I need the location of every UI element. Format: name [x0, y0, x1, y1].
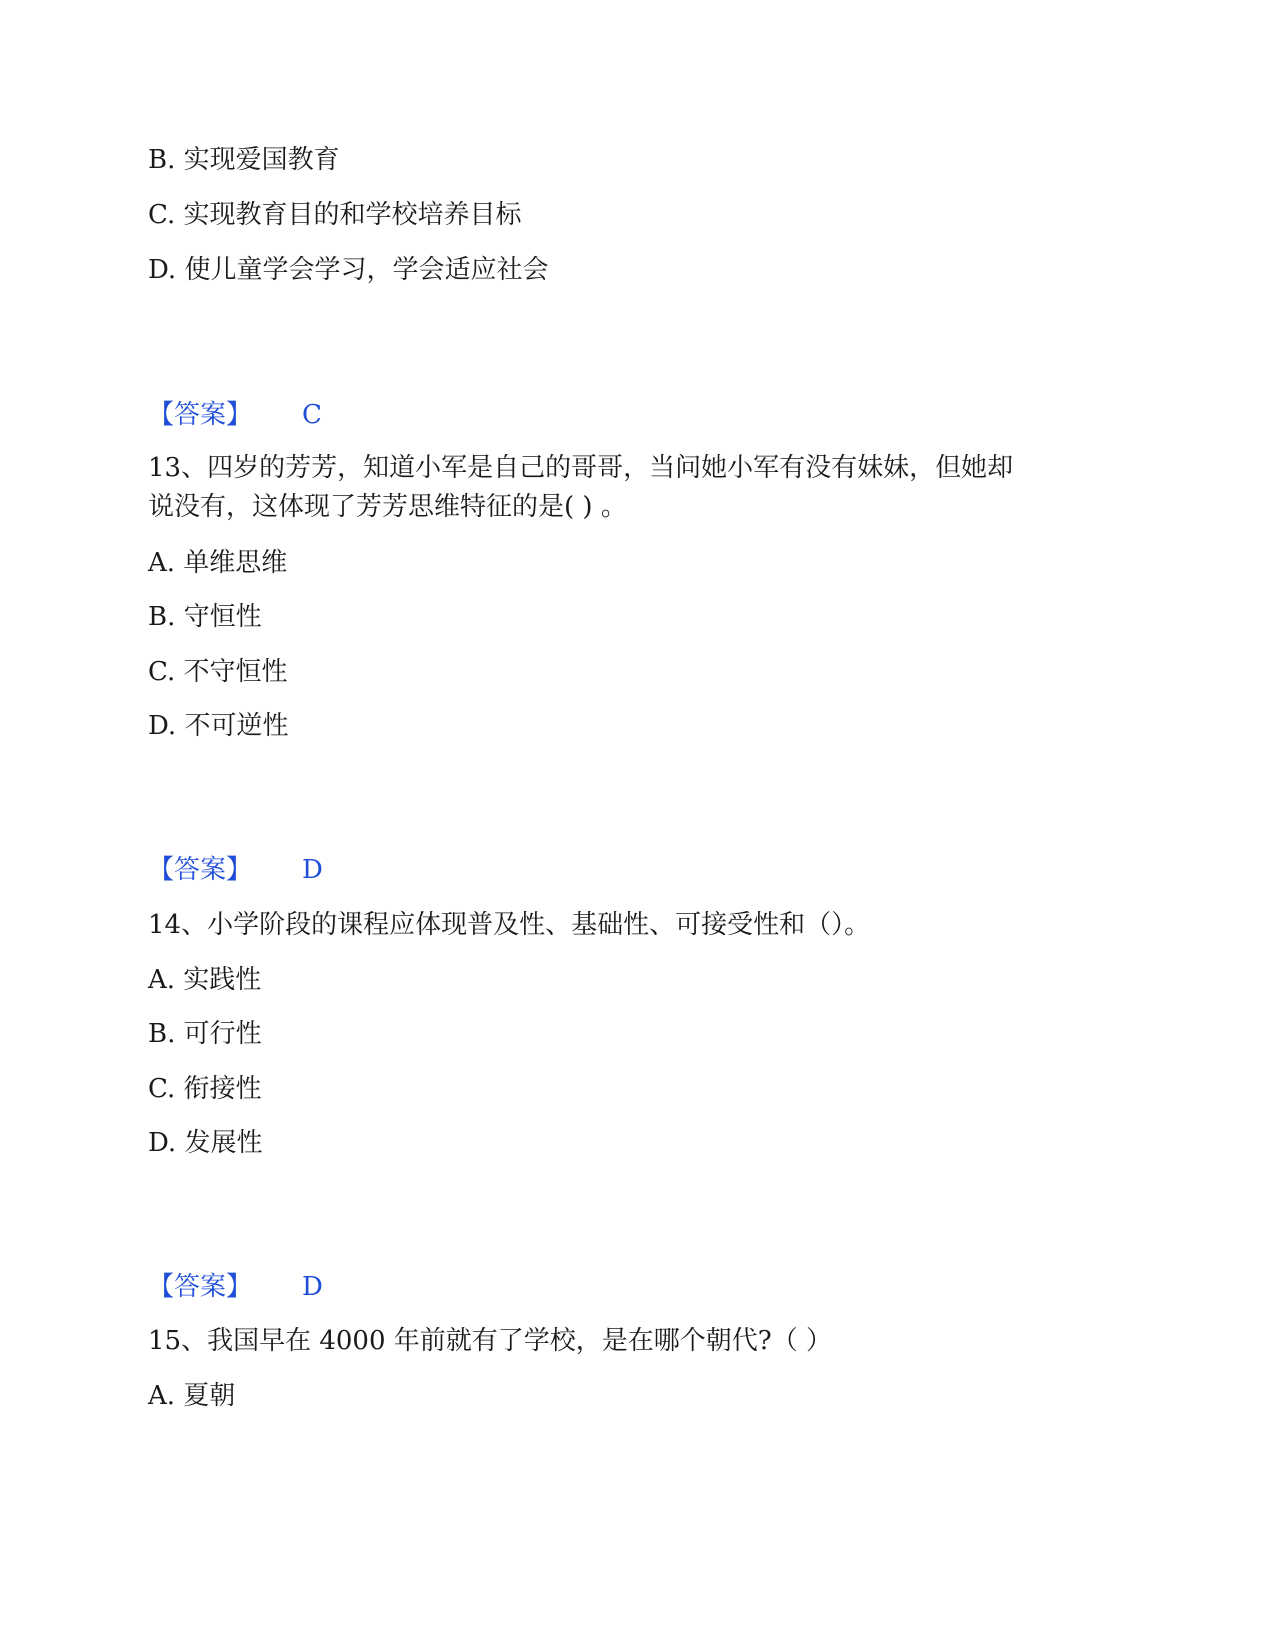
answer-12 — [148, 398, 322, 432]
q14-stem: 14、小学阶段的课程应体现普及性、基础性、可接受性和（）。 — [148, 910, 871, 940]
answer-label: 【答案】 — [148, 855, 253, 885]
answer-label: 【答案】 — [148, 1272, 253, 1302]
answer-label: 【答案】 — [148, 400, 253, 430]
q13-stem-line2: 说没有，这体现了芳芳思维特征的是( ) 。 — [148, 492, 627, 522]
q13-option-c: C. 不守恒性 — [148, 657, 288, 687]
answer-value: D — [302, 855, 323, 885]
q13-stem-line1: 13、四岁的芳芳，知道小军是自己的哥哥，当问她小军有没有妹妹，但她却 — [148, 453, 1014, 483]
answer-value: D — [302, 1272, 323, 1302]
q15-stem: 15、我国早在 4000 年前就有了学校，是在哪个朝代?（ ） — [148, 1326, 832, 1356]
answer-13 — [148, 853, 323, 887]
q13-option-a: A. 单维思维 — [148, 548, 288, 578]
q13-option-b: B. 守恒性 — [148, 602, 262, 632]
q14-option-a: A. 实践性 — [148, 965, 262, 995]
q15-option-a: A. 夏朝 — [148, 1381, 236, 1411]
q14-option-b: B. 可行性 — [148, 1019, 262, 1049]
q12-option-b: B. 实现爱国教育 — [148, 145, 340, 175]
q13-option-d: D. 不可逆性 — [148, 711, 289, 741]
answer-value: C — [302, 400, 322, 430]
answer-14 — [148, 1270, 323, 1304]
q12-option-d: D. 使儿童学会学习，学会适应社会 — [148, 255, 549, 285]
q14-option-d: D. 发展性 — [148, 1128, 263, 1158]
q12-option-c: C. 实现教育目的和学校培养目标 — [148, 200, 522, 230]
q14-option-c: C. 衔接性 — [148, 1074, 262, 1104]
